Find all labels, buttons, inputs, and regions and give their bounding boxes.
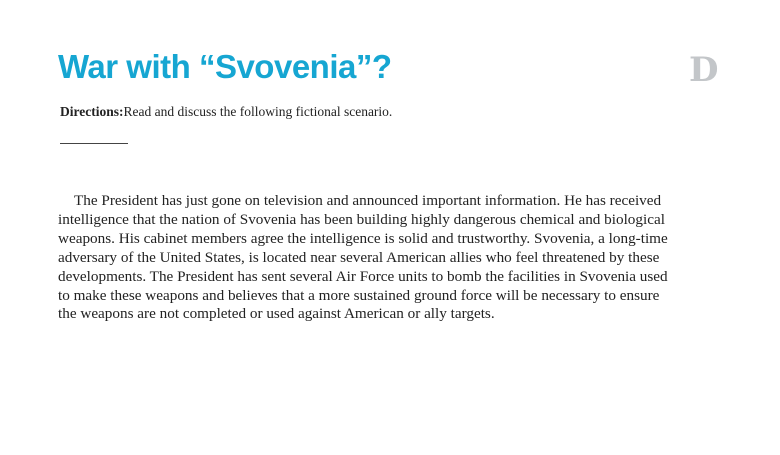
scenario-line: the weapons are not completed or used against American or ally targets. xyxy=(58,305,495,323)
directions-label: Directions: xyxy=(60,104,124,119)
scenario-line: adversary of the United States, is located near several American allies who feel threatened by these xyxy=(58,248,660,266)
scenario-line: intelligence that the nation of Svovenia has been building highly dangerous chemical and biological xyxy=(58,210,665,228)
scenario-paragraph xyxy=(58,192,668,324)
directions xyxy=(60,104,392,120)
scenario-line: to make these weapons and believes that a more sustained ground force will be necessary to ensure xyxy=(58,286,660,304)
directions-text: Read and discuss the following fictional scenario. xyxy=(123,104,393,119)
page-title: War with “Svovenia”? xyxy=(58,48,392,85)
divider xyxy=(60,143,128,144)
scenario-line: developments. The President has sent several Air Force units to bomb the facilities in Svovenia used xyxy=(58,267,668,285)
section-letter: D xyxy=(689,50,719,90)
scenario-line: weapons. His cabinet members agree the intelligence is solid and trustworthy. Svovenia, a long-time xyxy=(58,229,668,247)
scenario-line: The President has just gone on television and announced important information. He has received xyxy=(74,192,662,209)
